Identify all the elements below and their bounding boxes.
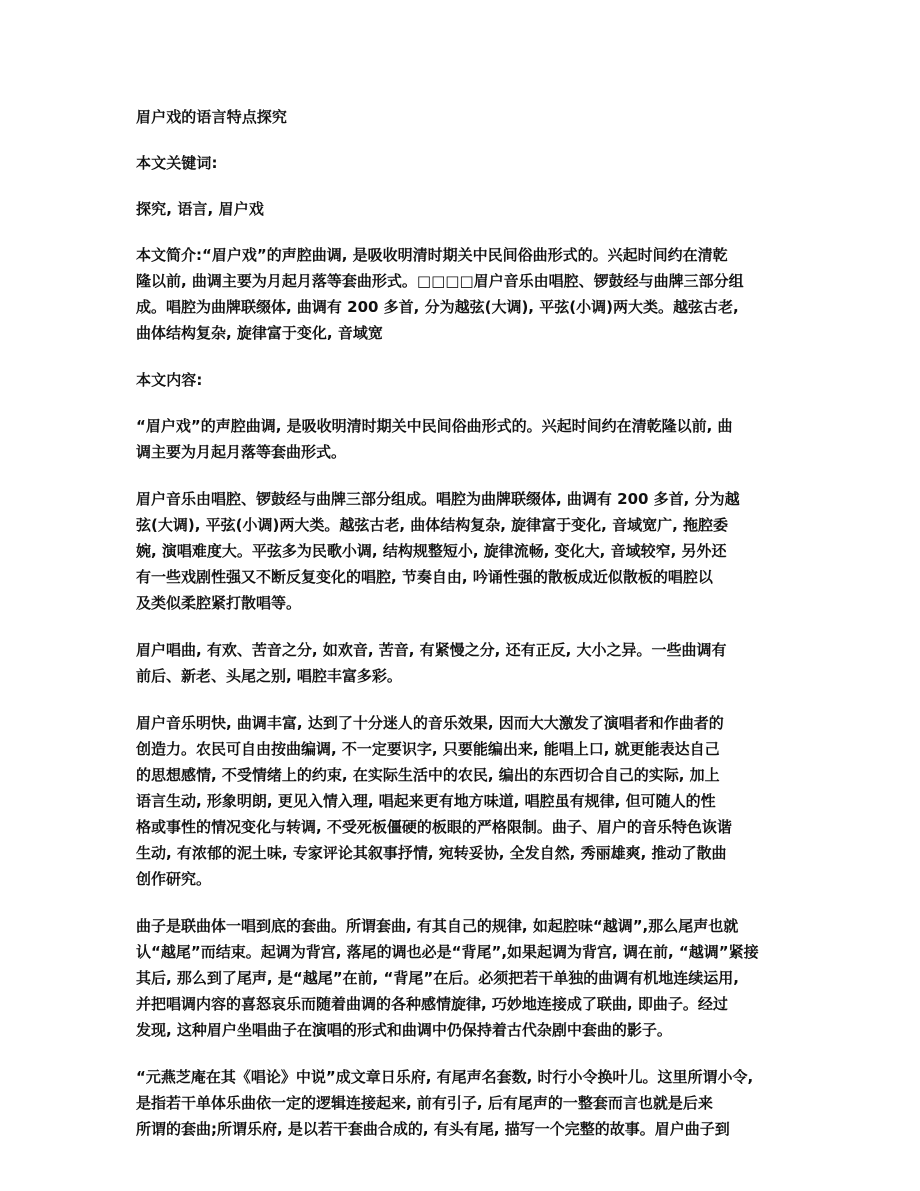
content-paragraph (136, 913, 786, 1043)
paragraph-line: 有一些戏剧性强又不断反复变化的唱腔, 节奏自由, 吟诵性强的散板成近似散板的唱腔以 (136, 568, 713, 586)
paragraph-line: 发现, 这种眉户坐唱曲子在演唱的形式和曲调中仍保持着古代杂剧中套曲的影子。 (136, 1021, 672, 1039)
paragraph-line: 是指若干单体乐曲依一定的逻辑连接起来, 前有引子, 后有尾声的一整套而言也就是后来 (136, 1094, 713, 1112)
paragraph-line: 曲子是联曲体一唱到底的套曲。所谓套曲, 有其自己的规律, 如起腔味“越调”,那么尾声也就 (136, 917, 739, 935)
paragraph-line: 并把唱调内容的喜怒哀乐而随着曲调的各种感情旋律, 巧妙地连接成了联曲, 即曲子。经过 (136, 995, 728, 1013)
paragraph-line: 眉户音乐由唱腔、锣鼓经与曲牌三部分组成。唱腔为曲牌联缀体, 曲调有 200 多首, 分为越 (136, 490, 740, 508)
content-paragraph (136, 486, 786, 616)
content-paragraph (136, 710, 786, 892)
summary-line: 成。唱腔为曲牌联缀体, 曲调有 200 多首, 分为越弦(大调), 平弦(小调)两大类。越弦古老, (136, 298, 739, 316)
summary-line: 隆以前, 曲调主要为月起月落等套曲形式。□□□□眉户音乐由唱腔、锣鼓经与曲牌三部分组 (136, 272, 744, 290)
paragraph-line: 前后、新老、头尾之别, 唱腔丰富多彩。 (136, 667, 402, 685)
paragraph-line: 格或事性的情况变化与转调, 不受死板僵硬的板眼的严格限制。曲子、眉户的音乐特色诙谐 (136, 818, 732, 836)
paragraph-line: 眉户音乐明快, 曲调丰富, 达到了十分迷人的音乐效果, 因而大大激发了演唱者和作曲者的 (136, 714, 724, 732)
content-label: 本文内容: (136, 371, 203, 389)
content-paragraph (136, 413, 786, 465)
paragraph-line: 婉, 演唱难度大。平弦多为民歌小调, 结构规整短小, 旋律流畅, 变化大, 音域较窄, 另外还 (136, 542, 727, 560)
paragraph-line: 其后, 那么到了尾声, 是“越尾”在前, “背尾”在后。必须把若干单独的曲调有机地连续运用, (136, 969, 739, 987)
document-title: 眉户戏的语言特点探究 (136, 108, 288, 126)
paragraph-line: 生动, 有浓郁的泥土味, 专家评论其叙事抒情, 宛转妥协, 全发自然, 秀丽雄爽, 推动了散曲 (136, 844, 727, 862)
paragraph-line: 调主要为月起月落等套曲形式。 (136, 443, 347, 461)
summary-line: 曲体结构复杂, 旋律富于变化, 音域宽 (136, 324, 383, 342)
paragraph-line: 认“越尾”而结束。起调为背宫, 落尾的调也必是“背尾”,如果起调为背宫, 调在前, “越调”紧接 (136, 943, 759, 961)
keywords-label: 本文关键词: (136, 154, 218, 172)
paragraph-line: 眉户唱曲, 有欢、苦音之分, 如欢音, 苦音, 有紧慢之分, 还有正反, 大小之异。一些曲调有 (136, 641, 727, 659)
keywords-text: 探究, 语言, 眉户戏 (136, 200, 264, 218)
paragraph-line: 及类似柔腔紧打散唱等。 (136, 594, 302, 612)
paragraph-line: 创作研究。 (136, 870, 212, 888)
content-paragraph (136, 1064, 786, 1142)
paragraph-line: 所谓的套曲;所谓乐府, 是以若干套曲合成的, 有头有尾, 描写一个完整的故事。眉户曲子到 (136, 1120, 730, 1138)
paragraph-line: “眉户戏”的声腔曲调, 是吸收明清时期关中民间俗曲形式的。兴起时间约在清乾隆以前, 曲 (136, 417, 733, 435)
summary-paragraph (136, 242, 786, 346)
document-page (136, 104, 786, 1163)
paragraph-line: “元燕芝庵在其《唱论》中说”成文章日乐府, 有尾声名套数, 时行小令换叶儿。这里所谓小令, (136, 1068, 754, 1086)
content-paragraph (136, 637, 786, 689)
paragraph-line: 创造力。农民可自由按曲编调, 不一定要识字, 只要能编出来, 能唱上口, 就更能表达自己 (136, 740, 720, 758)
paragraph-line: 的思想感情, 不受情绪上的约束, 在实际生活中的农民, 编出的东西切合自己的实际, 加上 (136, 766, 720, 784)
paragraph-line: 语言生动, 形象明朗, 更见入情入理, 唱起来更有地方味道, 唱腔虽有规律, 但可随人的性 (136, 792, 716, 810)
summary-line: 本文简介:“眉户戏”的声腔曲调, 是吸收明清时期关中民间俗曲形式的。兴起时间约在清乾 (136, 246, 728, 264)
paragraph-line: 弦(大调), 平弦(小调)两大类。越弦古老, 曲体结构复杂, 旋律富于变化, 音域宽广, 拖腔委 (136, 516, 729, 534)
